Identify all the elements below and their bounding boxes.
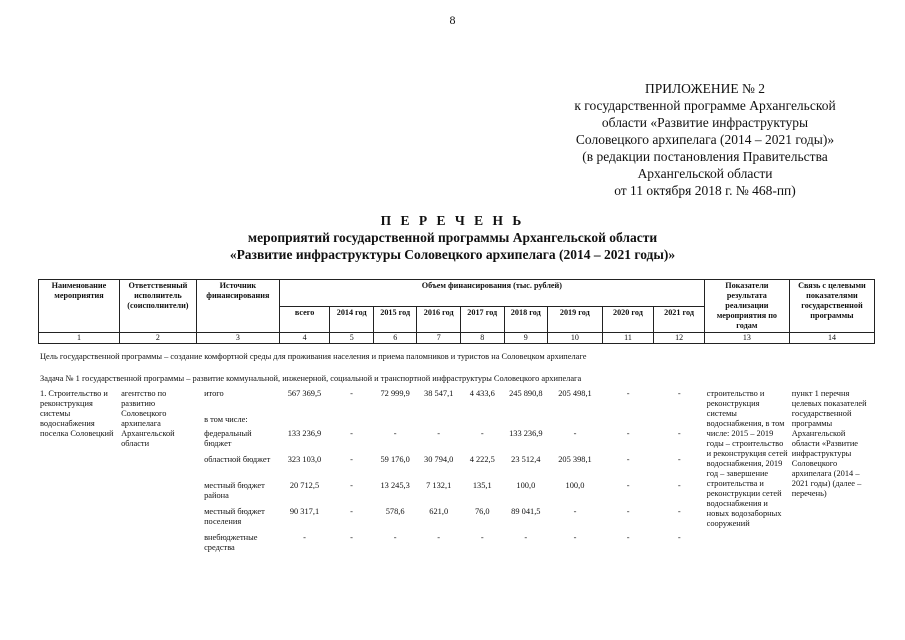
amount-cell: 13 245,3 (380, 481, 410, 490)
amount-cell (330, 415, 374, 429)
amount-cell: 20 712,5 (289, 481, 320, 490)
amount-cell: - (393, 533, 397, 542)
amount-cell: 133 236,9 (287, 429, 322, 438)
amount-cell: 4 222,5 (469, 455, 495, 464)
amount-cell: 135,1 (472, 481, 492, 490)
amount-cell (373, 415, 417, 429)
amount-cell: - (350, 389, 353, 398)
amount-cell: 205 498,1 (558, 389, 592, 398)
amount-cell: - (573, 429, 577, 438)
appendix-line: к государственной программе Архангельской (574, 98, 836, 113)
amount-cell: - (573, 533, 577, 542)
appendix-line: области «Развитие инфраструктуры (601, 115, 809, 130)
column-number: 5 (330, 333, 374, 344)
amount-cell: - (524, 533, 528, 542)
amount-cell: - (350, 455, 353, 464)
amount-cell: 59 176,0 (380, 455, 410, 464)
appendix-line: ПРИЛОЖЕНИЕ № 2 (644, 81, 766, 96)
amount-cell: 100,0 (565, 481, 585, 490)
program-task: Задача № 1 государственной программы – развитие коммунальной, инженерной, социальной и транспортной инфраструктуры Соловецкого архипелага (40, 374, 582, 383)
amount-cell: - (677, 389, 681, 398)
amount-cell: - (626, 533, 630, 542)
amount-cell: 72 999,9 (380, 389, 410, 398)
funding-source: итого (204, 389, 224, 398)
amount-cell: 30 794,0 (424, 455, 454, 464)
funding-source: внебюджетные средства (204, 533, 258, 552)
amount-cell: 76,0 (474, 507, 490, 516)
header-year: 2016 год (417, 306, 461, 333)
amount-cell (602, 415, 654, 429)
column-number: 11 (602, 333, 654, 344)
funding-source: местный бюджет поселения (204, 507, 265, 526)
amount-cell: - (677, 455, 681, 464)
amount-cell: - (480, 429, 484, 438)
appendix-line: Соловецкого архипелага (2014 – 2021 годы)» (575, 132, 835, 147)
measure-link: пункт 1 перечня целевых показателей государственной программы Архангельской области «Развитие инфраструктуры Соловецкого архипелага (2014 – 2021 годы) (далее – перечень) (791, 389, 867, 498)
amount-cell: - (303, 533, 306, 542)
header-year: 2021 год (654, 306, 705, 333)
amount-cell: - (350, 481, 353, 490)
appendix-line: Архангельской области (637, 166, 773, 181)
column-number: 10 (548, 333, 603, 344)
amount-cell: 621,0 (429, 507, 449, 516)
amount-cell: - (350, 507, 353, 516)
measure-executor: агентство по развитию Соловецкого архипелага Архангельской области (121, 389, 175, 448)
funding-source: федеральный бюджет (204, 429, 252, 448)
amount-cell: - (626, 429, 630, 438)
amount-cell: 89 041,5 (511, 507, 541, 516)
measure-indicators: строительство и реконструкция системы водоснабжения, в том числе: 2015 – 2019 годы – строительство и реконструкция сетей водоснабжения, 2019 год – завершение строительства и реконструкции сетей водоснабжения и новых водозаборных сооружений (706, 389, 788, 528)
column-number: 2 (119, 333, 196, 344)
amount-cell (504, 415, 548, 429)
column-number: 6 (373, 333, 417, 344)
header-link: Связь с целевыми показателями государственной программы (789, 280, 874, 333)
amount-cell (417, 415, 461, 429)
amount-cell: 323 103,0 (287, 455, 322, 464)
amount-cell (279, 415, 330, 429)
amount-cell: 578,6 (385, 507, 405, 516)
column-number: 7 (417, 333, 461, 344)
header-year: 2018 год (504, 306, 548, 333)
amount-cell: - (677, 507, 681, 516)
amount-cell: - (437, 429, 441, 438)
column-number: 12 (654, 333, 705, 344)
header-source: Источник финансирования (196, 280, 279, 333)
amount-cell: 23 512,4 (511, 455, 541, 464)
amount-cell: - (626, 507, 630, 516)
column-number: 14 (789, 333, 874, 344)
amount-cell: - (626, 389, 630, 398)
amount-cell: 7 132,1 (426, 481, 452, 490)
measure-rows (38, 389, 875, 563)
header-table (38, 279, 875, 344)
amount-cell: - (626, 481, 630, 490)
header-year: 2020 год (602, 306, 654, 333)
amount-cell: - (393, 429, 397, 438)
appendix-header (540, 80, 870, 199)
header-total: всего (279, 306, 330, 333)
column-number: 1 (39, 333, 120, 344)
amount-cell: - (677, 429, 681, 438)
header-indicators: Показатели результата реализации мероприятия по годам (704, 280, 789, 333)
header-name: Наименование мероприятия (39, 280, 120, 333)
amount-cell: - (437, 533, 441, 542)
column-number: 13 (704, 333, 789, 344)
title-line: «Развитие инфраструктуры Соловецкого архипелага (2014 – 2021 годы)» (229, 247, 676, 262)
amount-cell: - (573, 507, 577, 516)
funding-source: областной бюджет (204, 455, 271, 464)
measure-name: 1. Строительство и реконструкция системы водоснабжения поселка Соловецкий (40, 389, 114, 438)
page-number: 8 (449, 13, 456, 27)
program-goal: Цель государственной программы – создание комфортной среды для проживания населения и приема паломников и туристов на Соловецком архипелаге (40, 352, 587, 361)
amount-cell (654, 415, 705, 429)
funding-source: в том числе: (204, 415, 248, 424)
measure-table (38, 389, 875, 563)
amount-cell: 567 369,5 (287, 389, 322, 398)
header-year: 2017 год (460, 306, 504, 333)
header-volume: Объем финансирования (тыс. рублей) (279, 280, 704, 307)
amount-cell: - (480, 533, 484, 542)
amount-cell: 133 236,9 (509, 429, 543, 438)
header-year: 2015 год (373, 306, 417, 333)
amount-cell (548, 415, 603, 429)
column-number: 3 (196, 333, 279, 344)
amount-cell: - (677, 533, 681, 542)
column-number: 8 (460, 333, 504, 344)
header-executor: Ответственный исполнитель (соисполнители) (119, 280, 196, 333)
amount-cell: 100,0 (516, 481, 536, 490)
appendix-line: от 11 октября 2018 г. № 468-пп) (614, 183, 796, 198)
amount-cell (460, 415, 504, 429)
document-title (0, 212, 905, 263)
funding-source: местный бюджет района (204, 481, 265, 500)
title-heading: П Е Р Е Ч Е Н Ь (380, 213, 525, 228)
column-number: 4 (279, 333, 330, 344)
table-row (38, 389, 875, 415)
amount-cell: - (626, 455, 630, 464)
appendix-line: (в редакции постановления Правительства (582, 149, 828, 164)
amount-cell: - (677, 481, 681, 490)
header-year: 2014 год (330, 306, 374, 333)
title-line: мероприятий государственной программы Архангельской области (247, 230, 658, 245)
amount-cell: 205 398,1 (558, 455, 592, 464)
amount-cell: - (350, 429, 353, 438)
amount-cell: 245 890,8 (509, 389, 543, 398)
amount-cell: 4 433,6 (469, 389, 495, 398)
column-number: 9 (504, 333, 548, 344)
header-year: 2019 год (548, 306, 603, 333)
amount-cell: 38 547,1 (424, 389, 454, 398)
amount-cell: 90 317,1 (289, 507, 320, 516)
amount-cell: - (350, 533, 353, 542)
